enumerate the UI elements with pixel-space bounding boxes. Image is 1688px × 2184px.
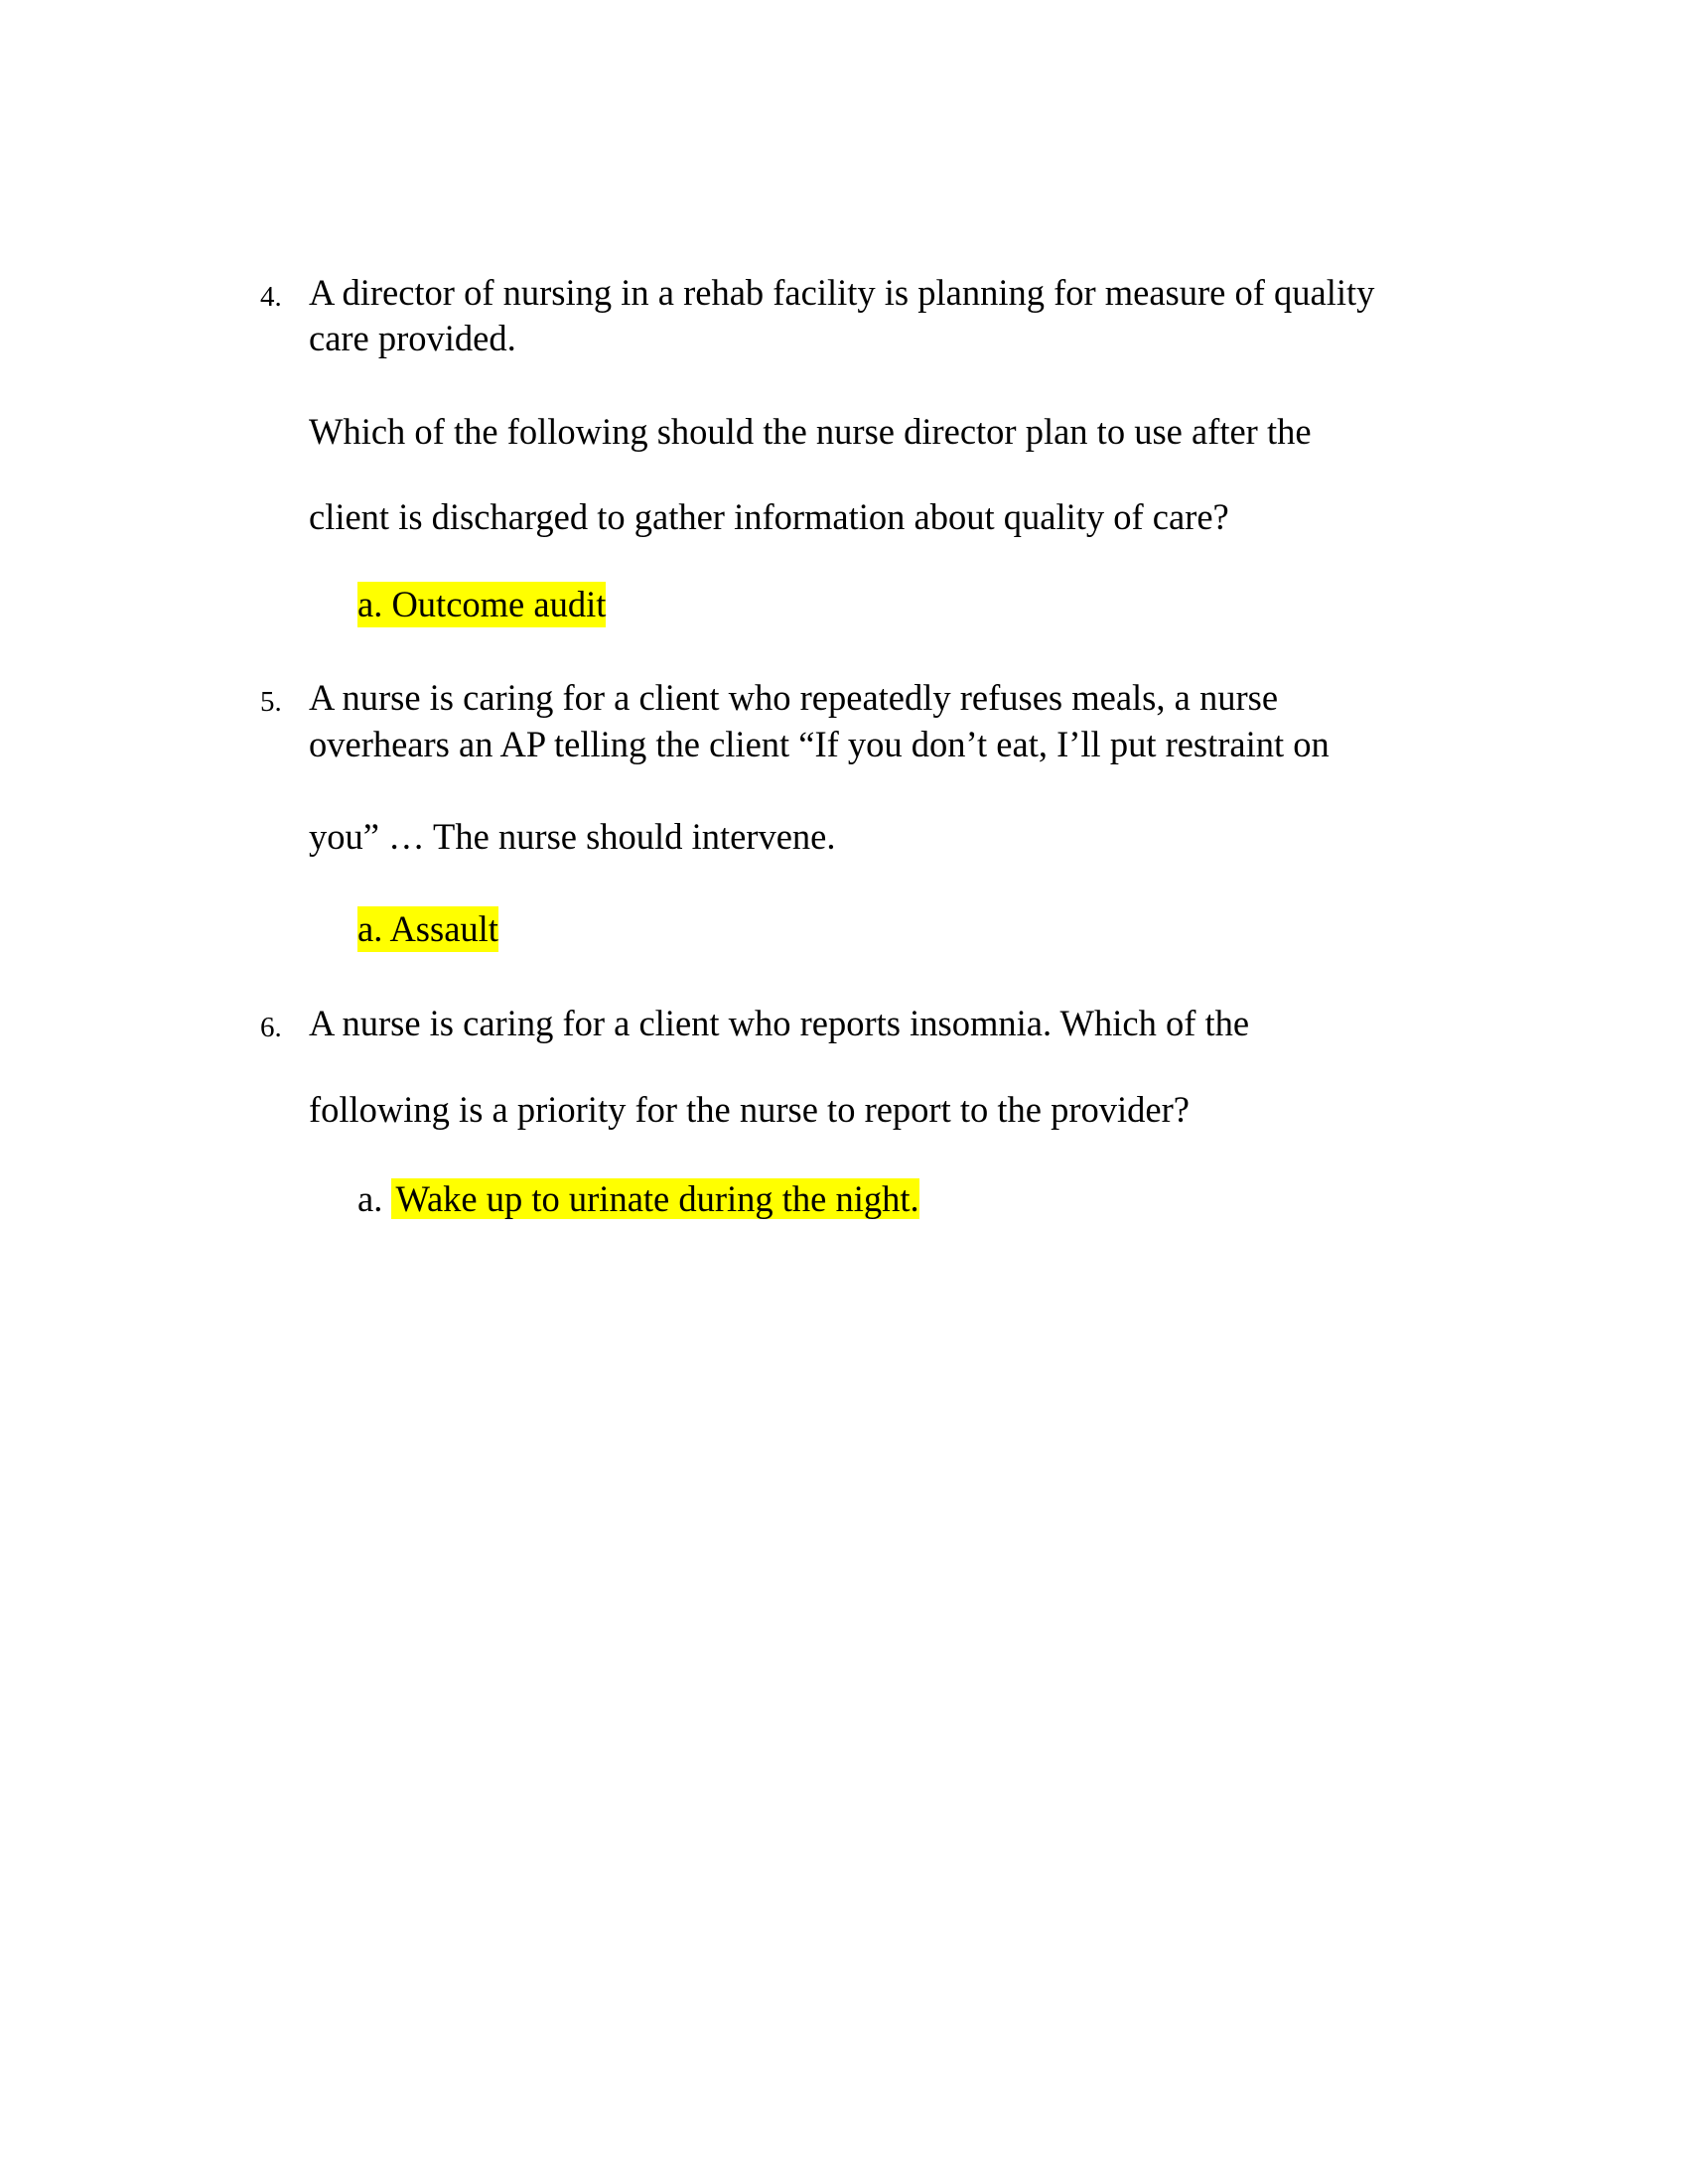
question-text: following is a priority for the nurse to report to the provider? [309, 1089, 1190, 1130]
answer-text: Outcome audit [391, 584, 607, 624]
answer-label: a. [357, 1178, 383, 1219]
answer-label: a. [357, 584, 383, 624]
question-text: A director of nursing in a rehab facility is planning for measure of quality [309, 272, 1375, 313]
question-prompt: client is discharged to gather information about quality of care? [309, 496, 1229, 537]
answer-label: a. [357, 908, 383, 949]
answer-highlight [357, 582, 606, 627]
question-text: overhears an AP telling the client “If you don’t eat, I’ll put restraint on [309, 724, 1330, 764]
question-number: 6. [260, 1012, 282, 1043]
answer-highlight [391, 1178, 918, 1219]
answer-text: Wake up to urinate during the night. [395, 1178, 919, 1219]
answer-highlight [357, 906, 498, 952]
answer-line [357, 1176, 919, 1222]
question-number: 5. [260, 686, 282, 718]
question-number: 4. [260, 281, 282, 313]
question-prompt: Which of the following should the nurse director plan to use after the [309, 411, 1312, 452]
question-text: care provided. [309, 318, 516, 358]
answer-text: Assault [389, 908, 498, 949]
question-text: you” … The nurse should intervene. [309, 816, 836, 857]
question-text: A nurse is caring for a client who reports insomnia. Which of the [309, 1003, 1250, 1043]
question-text: A nurse is caring for a client who repeatedly refuses meals, a nurse [309, 677, 1279, 718]
